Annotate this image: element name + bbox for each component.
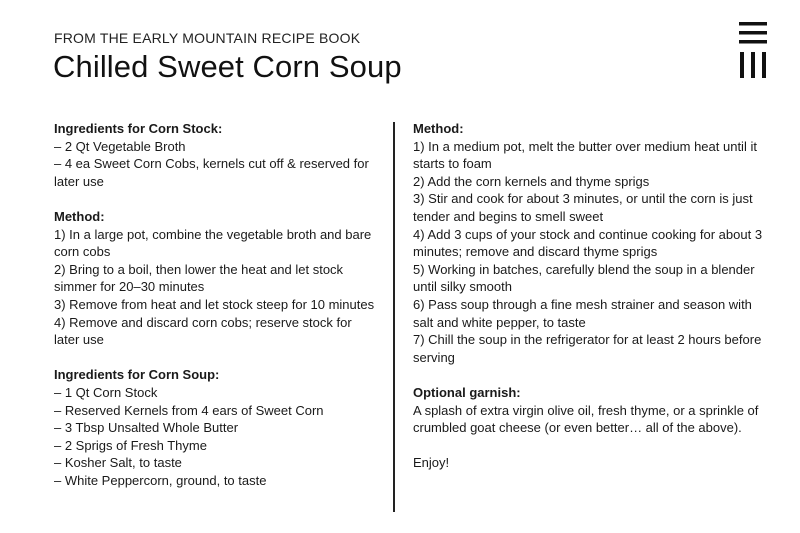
method-step: 2) Add the corn kernels and thyme sprigs [413,173,650,189]
right-column [413,120,773,472]
garnish-text: A splash of extra virgin olive oil, fresh thyme, or a sprinkle of crumbled goat cheese (or even better… all of the above). [413,402,759,436]
page-title: Chilled Sweet Corn Soup [53,49,402,84]
three-bars-logo-icon [739,22,767,78]
soup-method-heading: Method: [413,121,464,136]
method-step: 5) Working in batches, carefully blend the soup in a blender until silky smooth [413,261,755,295]
recipe-book-kicker: FROM THE EARLY MOUNTAIN RECIPE BOOK [54,30,361,46]
stock-method-heading: Method: [54,208,105,224]
method-step: 6) Pass soup through a fine mesh strainer and season with salt and white pepper, to taste [413,296,752,330]
ingredient-item: – White Peppercorn, ground, to taste [54,472,267,488]
method-step: 1) In a large pot, combine the vegetable broth and bare corn cobs [54,226,372,260]
ingredient-item: – 1 Qt Corn Stock [54,384,158,400]
method-step: 3) Stir and cook for about 3 minutes, or until the corn is just tender and begins to smell sweet [413,191,753,224]
left-column [54,120,379,489]
method-step: 1) In a medium pot, melt the butter over medium heat until it starts to foam [413,138,757,172]
method-step: 4) Add 3 cups of your stock and continue cooking for about 3 minutes; remove and discard thyme sprigs [413,226,763,260]
garnish-heading: Optional garnish: [413,384,521,400]
closing-text: Enjoy! [413,455,450,471]
ingredient-item: – 2 Qt Vegetable Broth [54,138,186,154]
ingredient-item: – 3 Tbsp Unsalted Whole Butter [54,420,239,436]
method-step: 3) Remove from heat and let stock steep for 10 minutes [54,296,375,312]
corn-soup-ingredients-heading: Ingredients for Corn Soup: [54,367,220,383]
method-step: 2) Bring to a boil, then lower the heat and let stock simmer for 20–30 minutes [54,261,344,295]
ingredient-item: – Reserved Kernels from 4 ears of Sweet Corn [54,402,324,418]
method-step: 4) Remove and discard corn cobs; reserve stock for later use [54,314,352,348]
ingredient-item: – 4 ea Sweet Corn Cobs, kernels cut off & reserved for later use [54,156,369,189]
corn-stock-ingredients-heading: Ingredients for Corn Stock: [54,121,223,136]
method-step: 7) Chill the soup in the refrigerator for at least 2 hours before serving [413,332,762,365]
ingredient-item: – Kosher Salt, to taste [54,455,182,471]
column-divider [393,122,395,512]
ingredient-item: – 2 Sprigs of Fresh Thyme [54,437,207,453]
